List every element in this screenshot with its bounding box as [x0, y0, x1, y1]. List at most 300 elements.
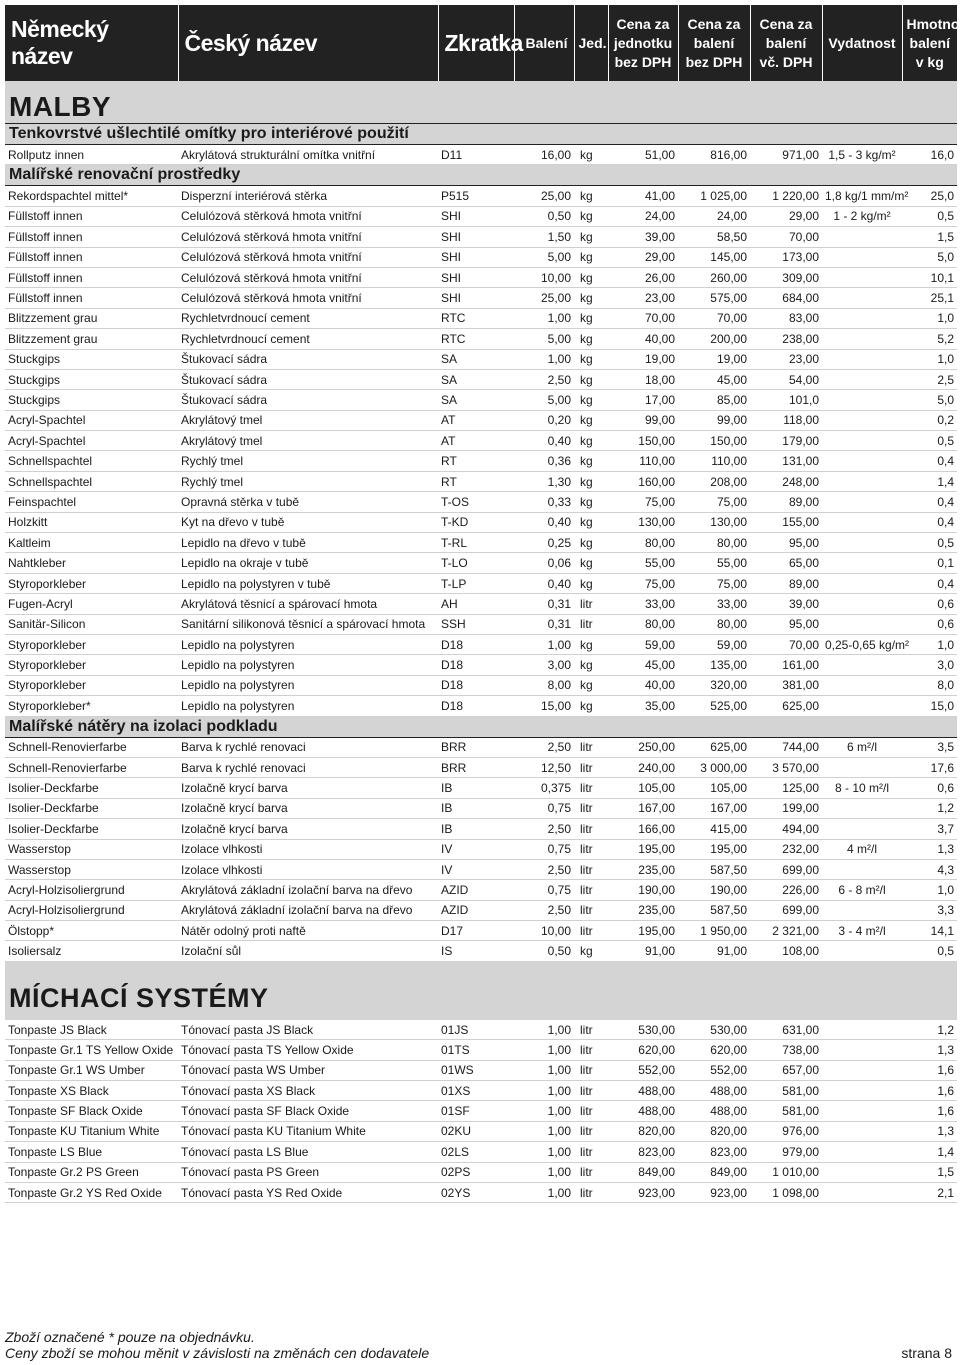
table-row: [5, 329, 957, 349]
cell-pack-size: 1,00: [514, 1162, 574, 1182]
cell-pack-size: 0,40: [514, 573, 574, 593]
cell-czech-name: Tónovací pasta YS Red Oxide: [178, 1182, 438, 1202]
cell-code: SHI: [438, 247, 514, 267]
cell-unit-price: 45,00: [608, 655, 678, 675]
cell-pack-price: 625,00: [678, 737, 750, 757]
table-row: [5, 1081, 957, 1101]
cell-pack-size: 5,00: [514, 247, 574, 267]
cell-pack-price: 99,00: [678, 410, 750, 430]
cell-czech-name: Tónovací pasta XS Black: [178, 1081, 438, 1101]
cell-unit: kg: [574, 941, 608, 961]
cell-pack-price-vat: 23,00: [750, 349, 822, 369]
cell-code: 01TS: [438, 1040, 514, 1060]
cell-unit: kg: [574, 329, 608, 349]
cell-code: RT: [438, 451, 514, 471]
footer-price-note: Ceny zboží se mohou měnit v závislosti na změnách cen dodavatele: [5, 1345, 430, 1361]
cell-unit-price: 17,00: [608, 390, 678, 410]
cell-unit: litr: [574, 1182, 608, 1202]
cell-code: SHI: [438, 227, 514, 247]
cell-czech-name: Tónovací pasta PS Green: [178, 1162, 438, 1182]
cell-unit: kg: [574, 227, 608, 247]
cell-pack-price: 587,50: [678, 859, 750, 879]
cell-pack-price-vat: 70,00: [750, 227, 822, 247]
cell-czech-name: Rychletvrdnoucí cement: [178, 329, 438, 349]
table-row: [5, 900, 957, 920]
cell-pack-price-vat: 131,00: [750, 451, 822, 471]
cell-yield: 6 m²/l: [822, 737, 902, 757]
cell-weight: 3,0: [902, 655, 957, 675]
cell-pack-price: 80,00: [678, 533, 750, 553]
cell-german-name: Schnellspachtel: [5, 471, 178, 491]
cell-weight: 16,0: [902, 145, 957, 165]
cell-german-name: Styroporkleber*: [5, 696, 178, 716]
cell-pack-price-vat: 744,00: [750, 737, 822, 757]
cell-yield: [822, 819, 902, 839]
cell-pack-price-vat: 699,00: [750, 900, 822, 920]
cell-unit: kg: [574, 634, 608, 654]
cell-german-name: Styroporkleber: [5, 675, 178, 695]
cell-code: AH: [438, 594, 514, 614]
cell-yield: [822, 798, 902, 818]
group-heading: [5, 716, 957, 737]
header-unit: Jed.: [574, 5, 608, 81]
cell-unit-price: 849,00: [608, 1162, 678, 1182]
cell-pack-price: 55,00: [678, 553, 750, 573]
header-code: Zkratka: [438, 5, 514, 81]
cell-pack-price-vat: 226,00: [750, 880, 822, 900]
cell-german-name: Holzkitt: [5, 512, 178, 532]
cell-code: IV: [438, 839, 514, 859]
cell-yield: 8 - 10 m²/l: [822, 778, 902, 798]
cell-czech-name: Rychlý tmel: [178, 451, 438, 471]
cell-weight: 1,3: [902, 1121, 957, 1141]
cell-unit: litr: [574, 798, 608, 818]
cell-pack-price-vat: 238,00: [750, 329, 822, 349]
cell-code: AZID: [438, 900, 514, 920]
table-row: [5, 757, 957, 777]
cell-pack-price-vat: 108,00: [750, 941, 822, 961]
section-heading: [5, 81, 957, 124]
cell-unit-price: 250,00: [608, 737, 678, 757]
cell-pack-price-vat: 101,0: [750, 390, 822, 410]
section-title: MÍCHACÍ SYSTÉMY: [5, 961, 957, 1020]
page-number: strana 8: [901, 1345, 952, 1361]
cell-german-name: Styroporkleber: [5, 655, 178, 675]
cell-yield: 1,8 kg/1 mm/m²: [822, 186, 902, 206]
cell-pack-price: 130,00: [678, 512, 750, 532]
cell-weight: 15,0: [902, 696, 957, 716]
cell-german-name: Tonpaste JS Black: [5, 1020, 178, 1040]
cell-code: SHI: [438, 267, 514, 287]
cell-pack-price: 59,00: [678, 634, 750, 654]
group-heading: [5, 124, 957, 145]
table-row: [5, 247, 957, 267]
cell-weight: 0,1: [902, 553, 957, 573]
cell-code: 02PS: [438, 1162, 514, 1182]
cell-unit: litr: [574, 859, 608, 879]
cell-pack-price-vat: 118,00: [750, 410, 822, 430]
cell-pack-size: 0,20: [514, 410, 574, 430]
cell-czech-name: Akrylátová strukturální omítka vnitřní: [178, 145, 438, 165]
cell-yield: [822, 492, 902, 512]
cell-code: D17: [438, 921, 514, 941]
cell-pack-price-vat: 494,00: [750, 819, 822, 839]
cell-code: AT: [438, 410, 514, 430]
header-weight: Hmotnost balení v kg: [902, 5, 957, 81]
table-row: [5, 369, 957, 389]
cell-unit: kg: [574, 247, 608, 267]
cell-czech-name: Nátěr odolný proti naftě: [178, 921, 438, 941]
cell-yield: [822, 390, 902, 410]
cell-german-name: Acryl-Holzisoliergrund: [5, 880, 178, 900]
table-row: [5, 227, 957, 247]
cell-german-name: Füllstoff innen: [5, 247, 178, 267]
cell-code: 02YS: [438, 1182, 514, 1202]
cell-german-name: Tonpaste Gr.1 TS Yellow Oxide: [5, 1040, 178, 1060]
cell-czech-name: Celulózová stěrková hmota vnitřní: [178, 206, 438, 226]
table-row: [5, 1101, 957, 1121]
cell-czech-name: Akrylátová základní izolační barva na dřevo: [178, 900, 438, 920]
cell-yield: [822, 369, 902, 389]
cell-unit: litr: [574, 594, 608, 614]
cell-pack-price-vat: 125,00: [750, 778, 822, 798]
cell-yield: [822, 288, 902, 308]
header-czech-name: Český název: [178, 5, 438, 81]
table-row: [5, 941, 957, 961]
cell-code: 01WS: [438, 1060, 514, 1080]
cell-unit: kg: [574, 308, 608, 328]
section-heading: [5, 961, 957, 1020]
cell-code: RTC: [438, 329, 514, 349]
cell-yield: [822, 900, 902, 920]
cell-yield: [822, 267, 902, 287]
cell-weight: 5,2: [902, 329, 957, 349]
cell-unit-price: 99,00: [608, 410, 678, 430]
cell-german-name: Tonpaste Gr.1 WS Umber: [5, 1060, 178, 1080]
cell-pack-price: 415,00: [678, 819, 750, 839]
cell-czech-name: Barva k rychlé renovaci: [178, 757, 438, 777]
cell-unit: kg: [574, 655, 608, 675]
cell-pack-price-vat: 39,00: [750, 594, 822, 614]
cell-unit-price: 41,00: [608, 186, 678, 206]
cell-unit-price: 530,00: [608, 1020, 678, 1040]
cell-unit: kg: [574, 288, 608, 308]
table-row: [5, 778, 957, 798]
table-row: [5, 859, 957, 879]
cell-czech-name: Kyt na dřevo v tubě: [178, 512, 438, 532]
table-row: [5, 512, 957, 532]
cell-pack-size: 0,31: [514, 614, 574, 634]
cell-code: 01JS: [438, 1020, 514, 1040]
cell-czech-name: Štukovací sádra: [178, 369, 438, 389]
cell-code: 02LS: [438, 1142, 514, 1162]
cell-pack-price: 320,00: [678, 675, 750, 695]
cell-czech-name: Tónovací pasta JS Black: [178, 1020, 438, 1040]
cell-german-name: Rekordspachtel mittel*: [5, 186, 178, 206]
cell-german-name: Isolier-Deckfarbe: [5, 778, 178, 798]
price-table: [5, 5, 972, 1203]
cell-unit: litr: [574, 819, 608, 839]
cell-yield: [822, 349, 902, 369]
cell-german-name: Füllstoff innen: [5, 288, 178, 308]
cell-czech-name: Celulózová stěrková hmota vnitřní: [178, 227, 438, 247]
cell-code: D18: [438, 634, 514, 654]
cell-unit-price: 923,00: [608, 1182, 678, 1202]
cell-weight: 0,2: [902, 410, 957, 430]
cell-unit: litr: [574, 839, 608, 859]
cell-code: D18: [438, 675, 514, 695]
cell-pack-price: 923,00: [678, 1182, 750, 1202]
table-row: [5, 1182, 957, 1202]
cell-pack-price-vat: 309,00: [750, 267, 822, 287]
cell-pack-price-vat: 232,00: [750, 839, 822, 859]
cell-czech-name: Disperzní interiérová stěrka: [178, 186, 438, 206]
cell-unit: kg: [574, 471, 608, 491]
cell-german-name: Füllstoff innen: [5, 227, 178, 247]
cell-unit: kg: [574, 451, 608, 471]
cell-czech-name: Tónovací pasta SF Black Oxide: [178, 1101, 438, 1121]
cell-code: RTC: [438, 308, 514, 328]
cell-pack-size: 10,00: [514, 267, 574, 287]
table-row: [5, 819, 957, 839]
cell-german-name: Feinspachtel: [5, 492, 178, 512]
cell-code: BRR: [438, 757, 514, 777]
cell-yield: [822, 1142, 902, 1162]
table-row: [5, 186, 957, 206]
cell-unit-price: 195,00: [608, 839, 678, 859]
cell-unit-price: 130,00: [608, 512, 678, 532]
cell-unit-price: 40,00: [608, 675, 678, 695]
cell-unit-price: 29,00: [608, 247, 678, 267]
cell-czech-name: Lepidlo na dřevo v tubě: [178, 533, 438, 553]
cell-unit: kg: [574, 512, 608, 532]
cell-pack-size: 25,00: [514, 288, 574, 308]
cell-pack-size: 2,50: [514, 900, 574, 920]
cell-pack-price: 1 950,00: [678, 921, 750, 941]
cell-pack-price-vat: 699,00: [750, 859, 822, 879]
cell-unit-price: 91,00: [608, 941, 678, 961]
cell-pack-size: 1,00: [514, 1182, 574, 1202]
cell-german-name: Isolier-Deckfarbe: [5, 819, 178, 839]
cell-yield: 4 m²/l: [822, 839, 902, 859]
cell-weight: 0,5: [902, 206, 957, 226]
cell-czech-name: Akrylátová základní izolační barva na dřevo: [178, 880, 438, 900]
cell-pack-size: 0,375: [514, 778, 574, 798]
table-row: [5, 634, 957, 654]
cell-code: P515: [438, 186, 514, 206]
cell-unit-price: 80,00: [608, 533, 678, 553]
cell-german-name: Stuckgips: [5, 369, 178, 389]
cell-german-name: Schnell-Renovierfarbe: [5, 757, 178, 777]
cell-german-name: Kaltleim: [5, 533, 178, 553]
cell-pack-size: 0,40: [514, 512, 574, 532]
cell-pack-price-vat: 581,00: [750, 1081, 822, 1101]
cell-pack-size: 1,00: [514, 308, 574, 328]
table-row: [5, 798, 957, 818]
cell-pack-size: 1,00: [514, 1040, 574, 1060]
cell-german-name: Isolier-Deckfarbe: [5, 798, 178, 818]
cell-weight: 0,5: [902, 431, 957, 451]
price-list-sheet: [5, 5, 972, 1203]
footer-notes: [5, 1329, 429, 1361]
cell-yield: [822, 410, 902, 430]
cell-yield: [822, 675, 902, 695]
table-row: [5, 839, 957, 859]
cell-weight: 17,6: [902, 757, 957, 777]
cell-german-name: Fugen-Acryl: [5, 594, 178, 614]
cell-yield: [822, 1121, 902, 1141]
cell-weight: 1,0: [902, 349, 957, 369]
cell-pack-size: 5,00: [514, 329, 574, 349]
cell-pack-price: 33,00: [678, 594, 750, 614]
cell-unit: litr: [574, 737, 608, 757]
cell-pack-size: 2,50: [514, 819, 574, 839]
cell-weight: 1,4: [902, 1142, 957, 1162]
cell-code: BRR: [438, 737, 514, 757]
cell-code: IB: [438, 778, 514, 798]
table-row: [5, 1040, 957, 1060]
cell-unit: kg: [574, 206, 608, 226]
cell-unit-price: 75,00: [608, 492, 678, 512]
cell-code: T-LP: [438, 573, 514, 593]
cell-weight: 0,4: [902, 451, 957, 471]
cell-yield: 3 - 4 m²/l: [822, 921, 902, 941]
cell-yield: [822, 329, 902, 349]
cell-pack-size: 0,25: [514, 533, 574, 553]
cell-unit-price: 24,00: [608, 206, 678, 226]
table-row: [5, 308, 957, 328]
table-row: [5, 1142, 957, 1162]
cell-code: SA: [438, 390, 514, 410]
cell-unit: kg: [574, 369, 608, 389]
cell-weight: 5,0: [902, 390, 957, 410]
cell-pack-price: 58,50: [678, 227, 750, 247]
cell-german-name: Rollputz innen: [5, 145, 178, 165]
cell-pack-size: 1,00: [514, 349, 574, 369]
cell-yield: 1 - 2 kg/m²: [822, 206, 902, 226]
cell-unit: litr: [574, 1121, 608, 1141]
cell-yield: [822, 431, 902, 451]
cell-unit-price: 235,00: [608, 900, 678, 920]
header-german-name: Německý název: [5, 5, 178, 81]
cell-yield: [822, 941, 902, 961]
cell-weight: 2,5: [902, 369, 957, 389]
cell-pack-price-vat: 199,00: [750, 798, 822, 818]
cell-weight: 0,6: [902, 778, 957, 798]
cell-unit: litr: [574, 900, 608, 920]
cell-pack-size: 2,50: [514, 369, 574, 389]
cell-pack-price-vat: 2 321,00: [750, 921, 822, 941]
cell-german-name: Füllstoff innen: [5, 267, 178, 287]
cell-weight: 1,2: [902, 798, 957, 818]
cell-code: T-LO: [438, 553, 514, 573]
cell-pack-price: 260,00: [678, 267, 750, 287]
cell-pack-price: 75,00: [678, 573, 750, 593]
cell-unit-price: 70,00: [608, 308, 678, 328]
cell-code: 01XS: [438, 1081, 514, 1101]
cell-pack-size: 1,50: [514, 227, 574, 247]
header-pack: Balení: [514, 5, 574, 81]
cell-code: SA: [438, 369, 514, 389]
cell-unit-price: 105,00: [608, 778, 678, 798]
cell-code: D11: [438, 145, 514, 165]
cell-unit: litr: [574, 757, 608, 777]
cell-pack-price: 525,00: [678, 696, 750, 716]
cell-pack-price: 816,00: [678, 145, 750, 165]
cell-pack-price-vat: 54,00: [750, 369, 822, 389]
cell-pack-price: 75,00: [678, 492, 750, 512]
group-title: Tenkovrstvé ušlechtilé omítky pro interiérové použití: [5, 124, 957, 145]
cell-code: T-OS: [438, 492, 514, 512]
cell-weight: 8,0: [902, 675, 957, 695]
table-row: [5, 206, 957, 226]
cell-pack-price-vat: 631,00: [750, 1020, 822, 1040]
cell-weight: 0,4: [902, 573, 957, 593]
cell-german-name: Nahtkleber: [5, 553, 178, 573]
cell-unit: kg: [574, 410, 608, 430]
cell-pack-price: 849,00: [678, 1162, 750, 1182]
cell-czech-name: Celulózová stěrková hmota vnitřní: [178, 288, 438, 308]
cell-pack-price-vat: 625,00: [750, 696, 822, 716]
cell-pack-size: 1,00: [514, 1121, 574, 1141]
cell-pack-price-vat: 83,00: [750, 308, 822, 328]
cell-yield: [822, 1182, 902, 1202]
cell-weight: 1,2: [902, 1020, 957, 1040]
cell-pack-price: 587,50: [678, 900, 750, 920]
cell-czech-name: Tónovací pasta LS Blue: [178, 1142, 438, 1162]
cell-pack-price-vat: 976,00: [750, 1121, 822, 1141]
cell-czech-name: Lepidlo na polystyren: [178, 655, 438, 675]
cell-pack-price: 145,00: [678, 247, 750, 267]
cell-code: AZID: [438, 880, 514, 900]
cell-yield: [822, 247, 902, 267]
cell-pack-price-vat: 95,00: [750, 614, 822, 634]
cell-pack-price: 208,00: [678, 471, 750, 491]
cell-weight: 0,6: [902, 594, 957, 614]
cell-weight: 1,5: [902, 227, 957, 247]
footer-order-note: Zboží označené * pouze na objednávku.: [5, 1329, 255, 1345]
cell-pack-size: 2,50: [514, 859, 574, 879]
cell-german-name: Tonpaste KU Titanium White: [5, 1121, 178, 1141]
cell-unit: litr: [574, 1162, 608, 1182]
table-row: [5, 492, 957, 512]
header-pack-price-vat: Cena za balení vč. DPH: [750, 5, 822, 81]
cell-unit: kg: [574, 390, 608, 410]
cell-czech-name: Tónovací pasta WS Umber: [178, 1060, 438, 1080]
cell-weight: 0,5: [902, 533, 957, 553]
cell-pack-size: 0,31: [514, 594, 574, 614]
cell-unit-price: 552,00: [608, 1060, 678, 1080]
cell-unit: litr: [574, 1081, 608, 1101]
cell-code: SSH: [438, 614, 514, 634]
cell-unit-price: 488,00: [608, 1101, 678, 1121]
cell-czech-name: Izolace vlhkosti: [178, 859, 438, 879]
cell-yield: [822, 553, 902, 573]
table-row: [5, 737, 957, 757]
cell-czech-name: Celulózová stěrková hmota vnitřní: [178, 267, 438, 287]
cell-pack-price-vat: 179,00: [750, 431, 822, 451]
cell-unit-price: 33,00: [608, 594, 678, 614]
cell-german-name: Tonpaste Gr.2 PS Green: [5, 1162, 178, 1182]
cell-pack-price: 105,00: [678, 778, 750, 798]
cell-unit-price: 80,00: [608, 614, 678, 634]
cell-german-name: Acryl-Holzisoliergrund: [5, 900, 178, 920]
cell-german-name: Blitzzement grau: [5, 308, 178, 328]
cell-pack-price-vat: 89,00: [750, 573, 822, 593]
cell-pack-price-vat: 65,00: [750, 553, 822, 573]
cell-yield: [822, 859, 902, 879]
cell-weight: 3,3: [902, 900, 957, 920]
